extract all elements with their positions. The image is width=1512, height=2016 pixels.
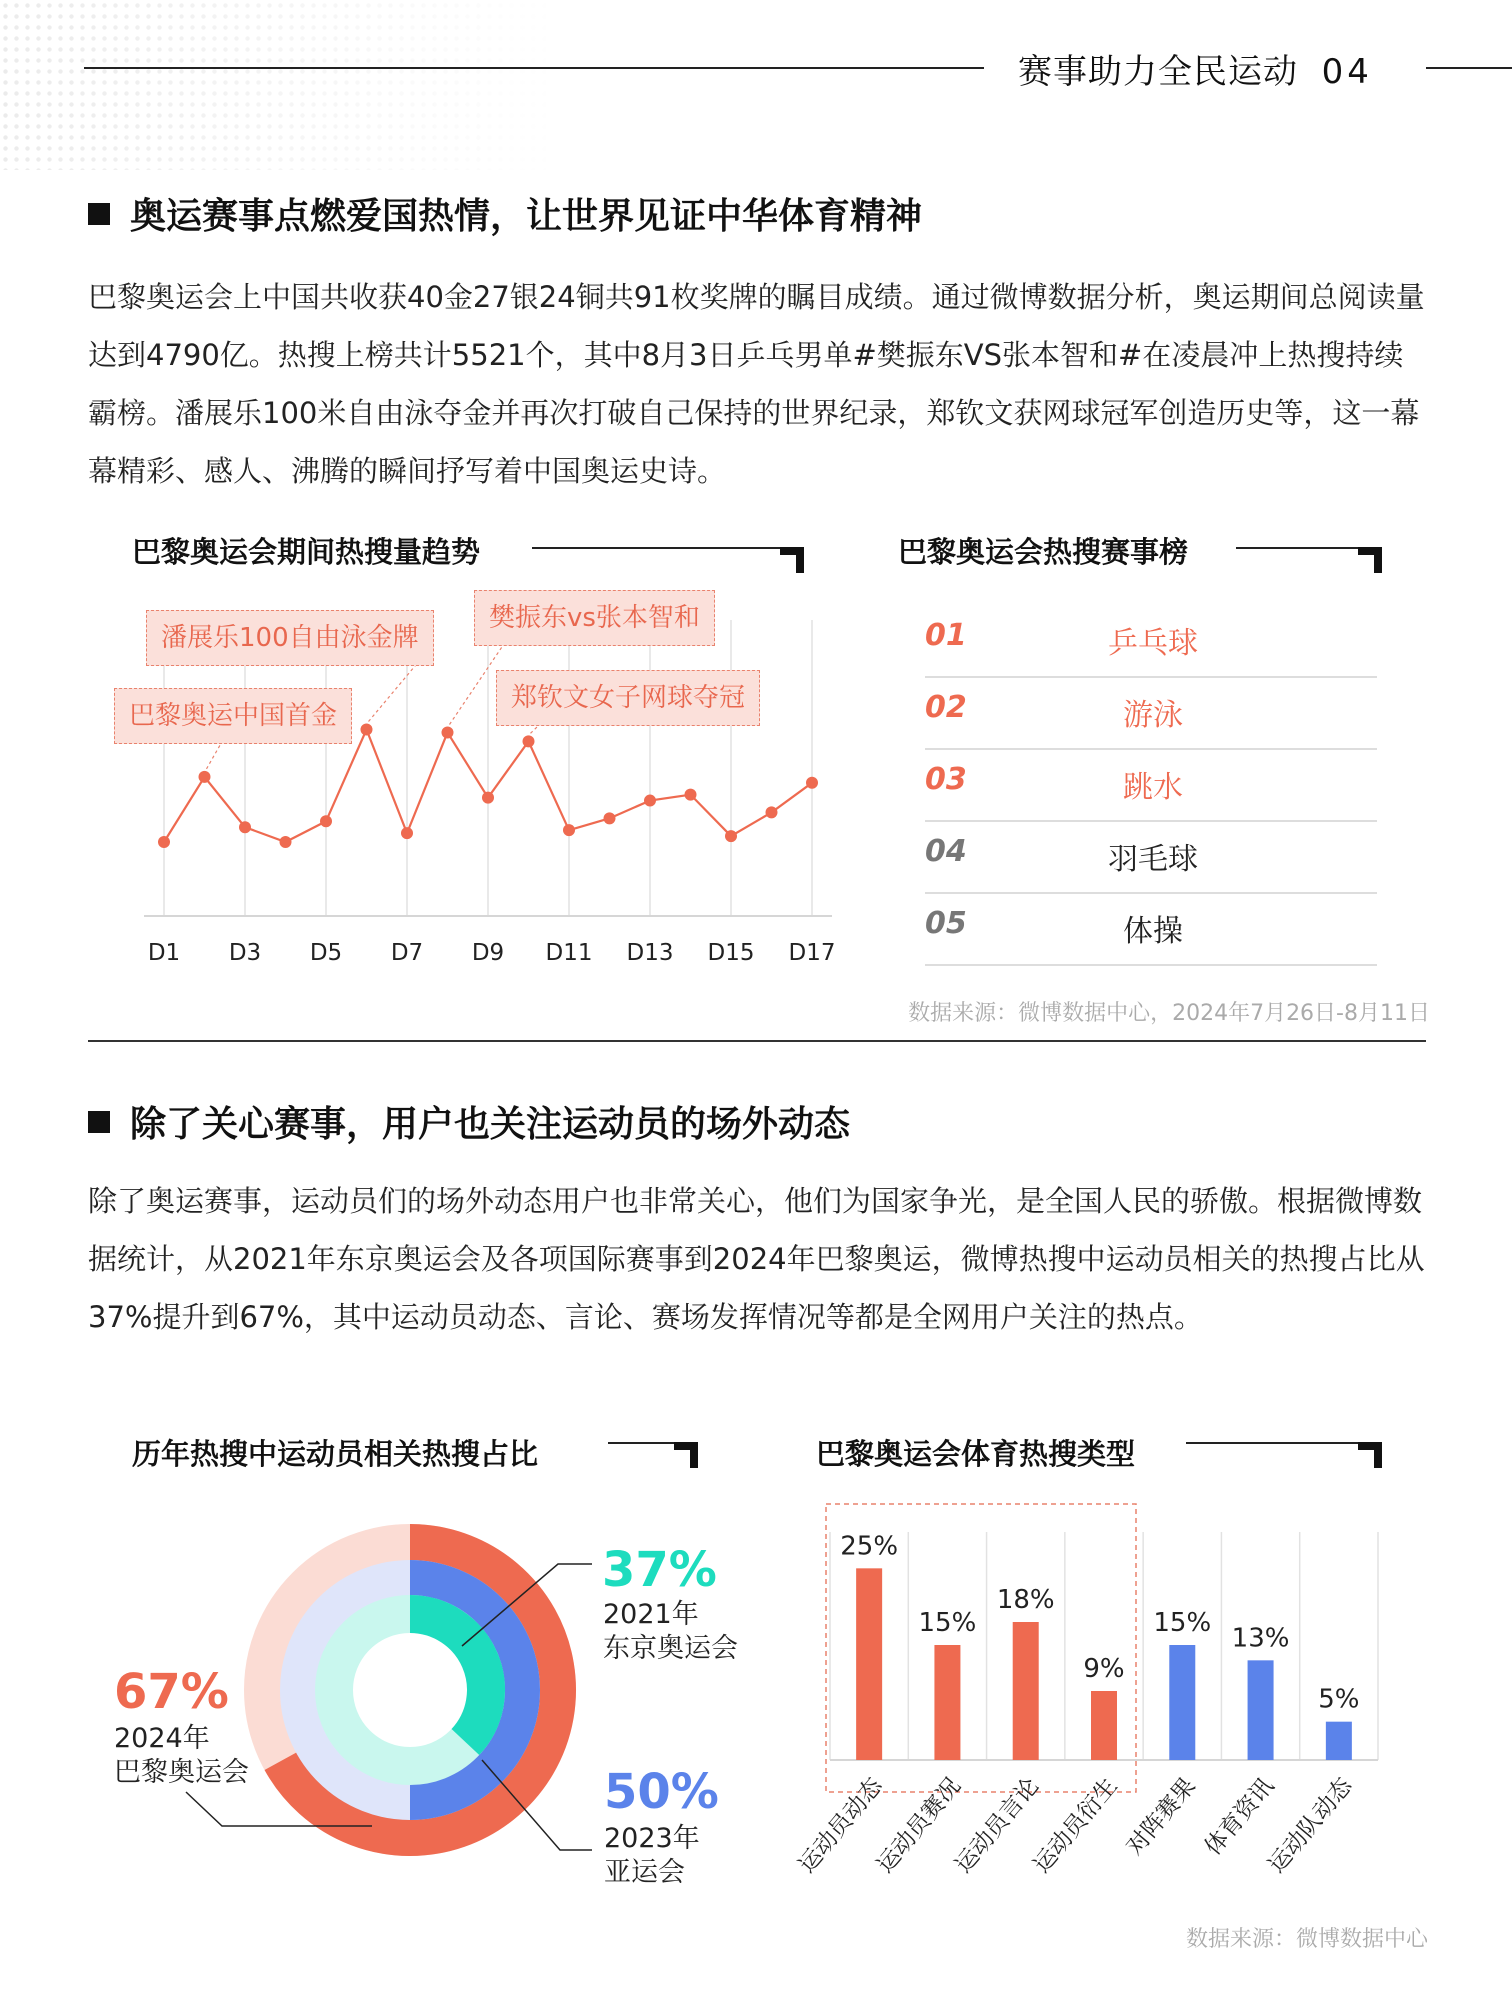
bar-category-label: 运动员衍生 [1028, 1773, 1123, 1878]
label-2021-year: 2021年 [603, 1599, 699, 1630]
rank-number: 04 [925, 834, 967, 869]
bar-value-label: 13% [1231, 1623, 1290, 1654]
page-number: 04 [1321, 52, 1373, 92]
section1-title-text: 奥运赛事点燃爱国热情，让世界见证中华体育精神 [130, 196, 923, 237]
label-2021 [603, 1598, 738, 1666]
section2-source: 数据来源：微博数据中心 [1185, 1927, 1428, 1952]
corner-bracket-icon [532, 547, 804, 549]
bar-category-label: 运动队动态 [1263, 1773, 1358, 1878]
ranking-title: 巴黎奥运会热搜赛事榜 [898, 535, 1189, 569]
x-tick-label: D3 [228, 940, 262, 966]
x-tick-label: D1 [147, 940, 181, 966]
bar-category-label: 对阵赛果 [1121, 1773, 1201, 1861]
section-divider [88, 1040, 1426, 1042]
section2-title-text: 除了关心赛事，用户也关注运动员的场外动态 [130, 1104, 851, 1145]
trend-point-D2 [199, 771, 211, 783]
pct-2021: 37% [602, 1542, 717, 1598]
bar-category-label: 运动员赛况 [872, 1773, 967, 1878]
label-2023-year: 2023年 [604, 1823, 700, 1854]
callout-leader-line [369, 660, 421, 722]
donut-chart-title: 历年热搜中运动员相关热搜占比 [132, 1437, 539, 1471]
bar-value-label: 5% [1318, 1684, 1360, 1715]
trend-point-D5 [320, 815, 332, 827]
square-bullet-icon [88, 203, 110, 225]
trend-point-D14 [685, 789, 697, 801]
corner-bracket-icon [1186, 1442, 1382, 1444]
leader-line-67 [186, 1792, 372, 1826]
section2-title [88, 1096, 850, 1147]
rank-name: 体操 [1123, 914, 1183, 949]
label-2023 [604, 1822, 700, 1890]
trend-point-D3 [239, 821, 251, 833]
header-rule-right [1426, 67, 1512, 69]
x-tick-label: D9 [471, 940, 505, 966]
ranking-row [925, 676, 1377, 750]
square-bullet-icon [88, 1111, 110, 1133]
section2-paragraph: 除了奥运赛事，运动员们的场外动态用户也非常关心，他们为国家争光，是全国人民的骄傲。根据微博数据统计，从2021年东京奥运会及各项国际赛事到2024年巴黎奥运，微博热搜中运动员相关的热搜占比从37%提升到67%，其中运动员动态、言论、赛场发挥情况等都是全网用户关注的热点。 [88, 1184, 1425, 1334]
rank-name: 跳水 [1123, 770, 1183, 805]
rank-name: 游泳 [1123, 698, 1183, 733]
callout-pan-zhanle: 潘展乐100自由泳金牌 [146, 610, 434, 666]
trend-point-D10 [523, 735, 535, 747]
corner-bracket-icon [1236, 547, 1382, 549]
rank-number: 03 [925, 762, 967, 797]
bar-value-label: 15% [1153, 1608, 1212, 1638]
header-dot-pattern [0, 0, 560, 170]
bar-value-label: 15% [918, 1608, 977, 1638]
trend-point-D6 [361, 724, 373, 736]
trend-point-D12 [604, 812, 616, 824]
x-tick-label: D11 [545, 940, 593, 966]
header-rule-left [84, 67, 984, 69]
rank-number: 02 [925, 690, 967, 725]
header-title: 赛事助力全民运动 [1018, 52, 1298, 92]
x-tick-label: D7 [390, 940, 424, 966]
bar-运动员言论 [1013, 1622, 1039, 1760]
rank-number: 05 [925, 906, 967, 941]
label-2024-event: 巴黎奥运会 [114, 1757, 249, 1788]
bar-运动员动态 [856, 1568, 882, 1760]
bar-运动员衍生 [1091, 1691, 1117, 1760]
label-2024-year: 2024年 [114, 1723, 210, 1754]
ranking-row [925, 820, 1377, 894]
bar-value-label: 25% [840, 1531, 899, 1562]
x-tick-label: D5 [309, 940, 343, 966]
bar-对阵赛果 [1169, 1645, 1195, 1760]
label-2024 [114, 1722, 249, 1790]
trend-point-D4 [280, 836, 292, 848]
section1-source: 数据来源：微博数据中心，2024年7月26日-8月11日 [908, 1001, 1430, 1026]
trend-point-D1 [158, 836, 170, 848]
bar-chart-title: 巴黎奥运会体育热搜类型 [816, 1437, 1136, 1471]
rank-name: 乒乓球 [1108, 626, 1198, 661]
ranking-row [925, 604, 1377, 678]
trend-point-D13 [644, 795, 656, 807]
bar-value-label: 18% [996, 1585, 1055, 1615]
ranking-row [925, 748, 1377, 822]
x-tick-label: D17 [788, 940, 836, 966]
leader-line-37 [462, 1564, 592, 1646]
trend-point-D8 [442, 726, 454, 738]
bar-运动员赛况 [934, 1645, 960, 1760]
hot-search-type-bar-chart [780, 1490, 1400, 1910]
bar-category-label: 运动员动态 [793, 1773, 888, 1878]
label-2021-event: 东京奥运会 [603, 1633, 738, 1664]
label-2023-event: 亚运会 [604, 1857, 685, 1888]
callout-fan-zhendong: 樊振东vs张本智和 [474, 590, 715, 646]
trend-point-D16 [766, 806, 778, 818]
pct-2023: 50% [604, 1764, 719, 1820]
trend-point-D11 [563, 824, 575, 836]
x-tick-label: D13 [626, 940, 674, 966]
rank-number: 01 [925, 618, 967, 653]
section1-title [88, 188, 922, 239]
x-tick-label: D15 [707, 940, 755, 966]
trend-point-D17 [806, 777, 818, 789]
callout-zheng-qinwen: 郑钦文女子网球夺冠 [496, 670, 760, 726]
bar-value-label: 9% [1083, 1654, 1125, 1684]
trend-point-D15 [725, 830, 737, 842]
trend-point-D7 [401, 827, 413, 839]
corner-bracket-icon [608, 1442, 698, 1444]
callout-first-gold: 巴黎奥运中国首金 [114, 688, 352, 744]
rank-name: 羽毛球 [1108, 842, 1198, 877]
trend-chart-title: 巴黎奥运会期间热搜量趋势 [132, 535, 481, 569]
leader-line-50 [482, 1760, 592, 1850]
bar-category-label: 运动员言论 [950, 1773, 1045, 1878]
bar-category-label: 体育资讯 [1200, 1773, 1280, 1861]
page-header [1018, 44, 1373, 93]
bar-运动队动态 [1326, 1722, 1352, 1760]
pct-2024: 67% [114, 1664, 229, 1720]
trend-point-D9 [482, 792, 494, 804]
bar-体育资讯 [1248, 1660, 1274, 1760]
ranking-row [925, 892, 1377, 966]
section1-paragraph: 巴黎奥运会上中国共收获40金27银24铜共91枚奖牌的瞩目成绩。通过微博数据分析，奥运期间总阅读量达到4790亿。热搜上榜共计5521个，其中8月3日乒乓男单#樊振东VS张本智和#在凌晨冲上热搜持续霸榜。潘展乐100米自由泳夺金并再次打破自己保持的世界纪录，郑钦文获网球冠军创造历史等，这一幕幕精彩、感人、沸腾的瞬间抒写着中国奥运史诗。 [88, 280, 1425, 488]
